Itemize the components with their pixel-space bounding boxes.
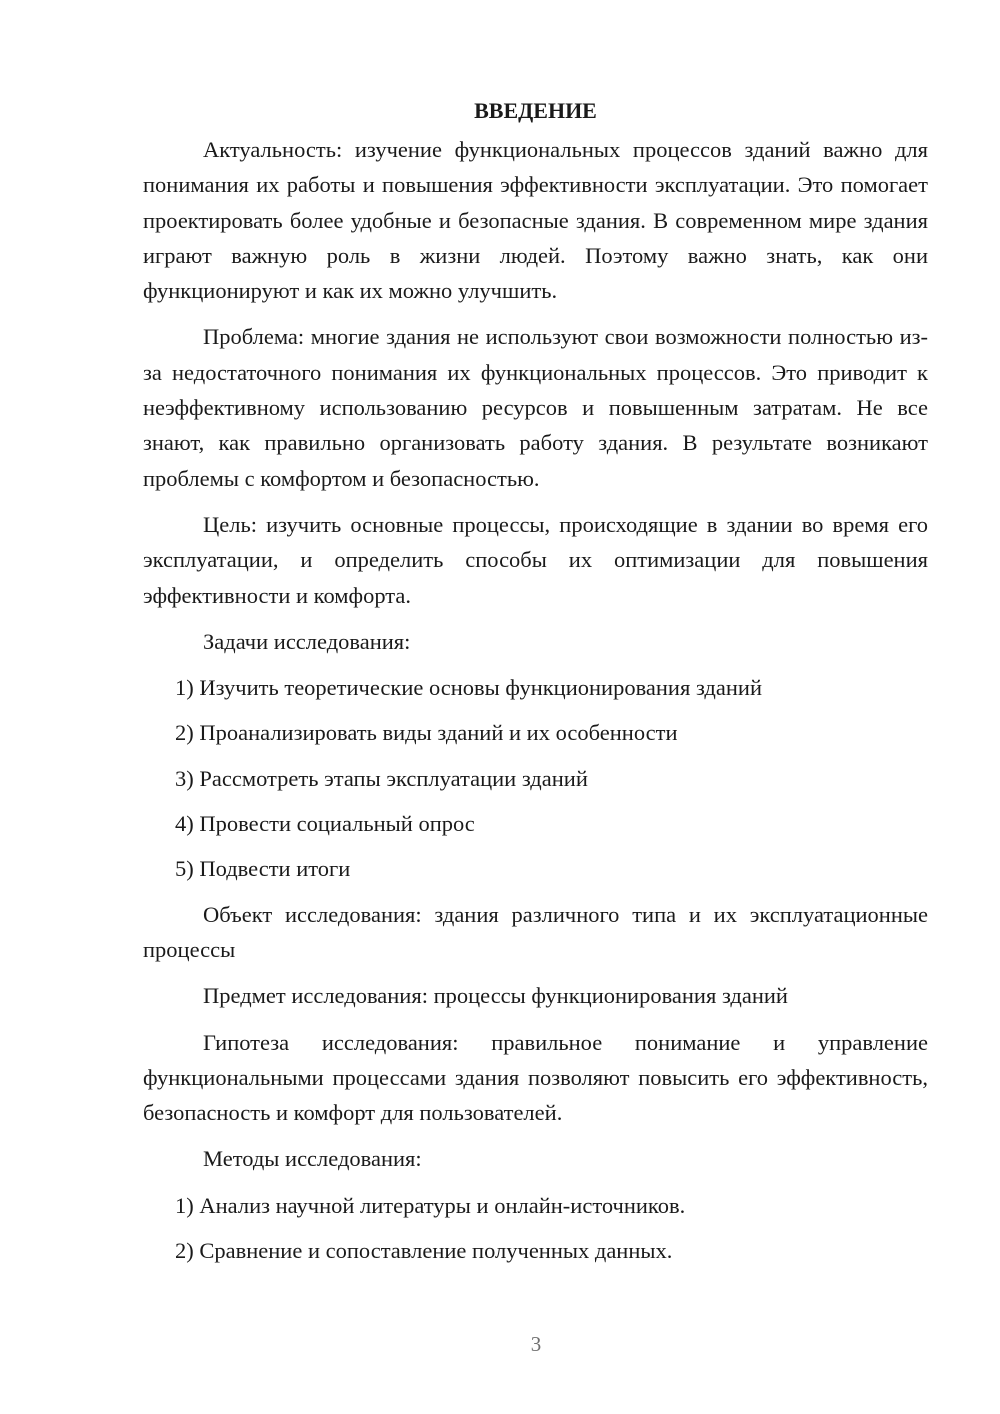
list-item: 4) Провести социальный опрос	[175, 811, 475, 837]
list-item: 2) Проанализировать виды зданий и их особенности	[175, 720, 678, 746]
methods-heading: Методы исследования:	[203, 1146, 422, 1172]
paragraph-goal: Цель: изучить основные процессы, происходящие в здании во время его эксплуатации, и определить способы их оптимизации для повышения эффективности и комфорта.	[143, 511, 928, 608]
tasks-list	[143, 670, 928, 886]
page-content	[143, 94, 928, 1278]
list-item: 3) Рассмотреть этапы эксплуатации зданий	[175, 765, 588, 791]
list-item: 5) Подвести итоги	[175, 856, 351, 882]
methods-list	[143, 1188, 928, 1269]
tasks-heading: Задачи исследования:	[203, 628, 411, 654]
page-number: 3	[530, 1332, 542, 1356]
paragraph-subject: Предмет исследования: процессы функционирования зданий	[203, 983, 788, 1009]
paragraph-hypothesis: Гипотеза исследования: правильное понимание и управление функциональными процессами здания позволяют повысить его эффективность, безопасность и комфорт для пользователей.	[143, 1029, 928, 1126]
list-item: 2) Сравнение и сопоставление полученных данных.	[175, 1238, 673, 1264]
paragraph-object: Объект исследования: здания различного типа и их эксплуатационные процессы	[143, 901, 928, 962]
list-item: 1) Анализ научной литературы и онлайн-источников.	[175, 1192, 686, 1218]
page-title: ВВЕДЕНИЕ	[474, 98, 597, 123]
list-item: 1) Изучить теоретические основы функционирования зданий	[175, 675, 762, 701]
paragraph-problem: Проблема: многие здания не используют свои возможности полностью из-за недостаточного понимания их функциональных процессов. Это приводит к неэффективному использованию ресурсов и повышенным затратам. Не все знают, как правильно организовать работу здания. В результате возникают проблемы с комфортом и безопасностью.	[143, 324, 928, 491]
paragraph-relevance: Актуальность: изучение функциональных процессов зданий важно для понимания их работы и повышения эффективности эксплуатации. Это помогает проектировать более удобные и безопасные здания. В современном мире здания играют важную роль в жизни людей. Поэтому важно знать, как они функционируют и как их можно улучшить.	[143, 137, 928, 304]
